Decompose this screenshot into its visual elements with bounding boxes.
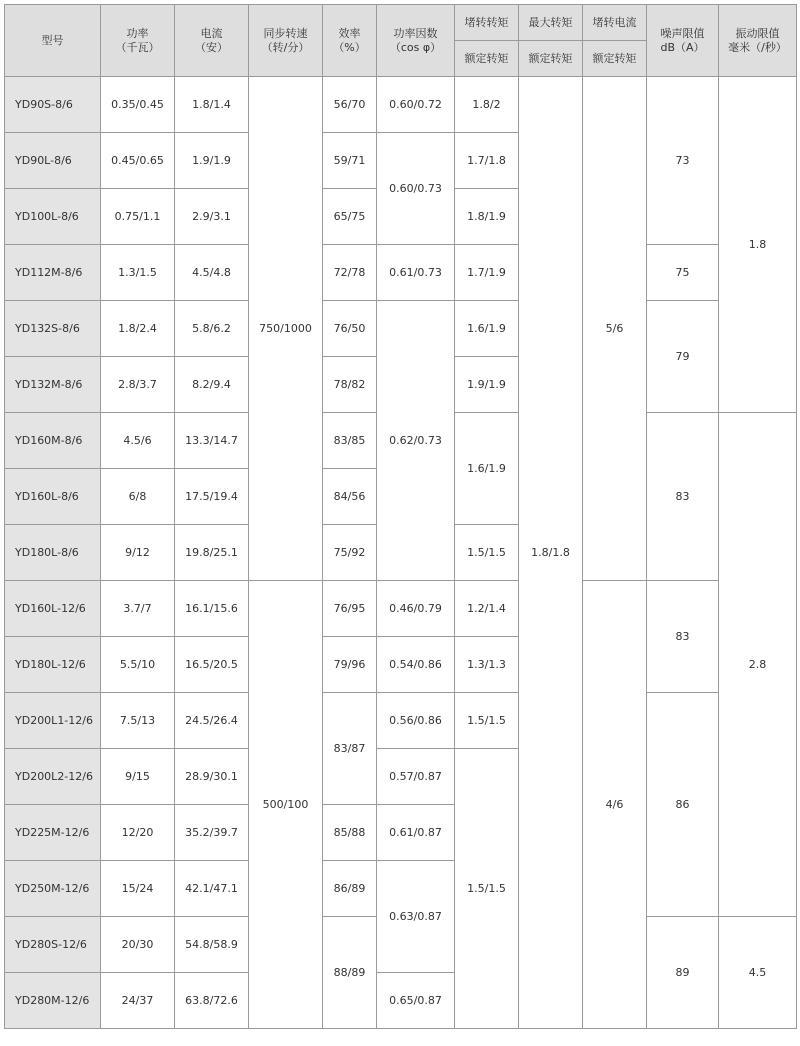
current-cell: 24.5/26.4 — [175, 693, 249, 749]
model-cell: YD180L-12/6 — [5, 637, 101, 693]
efficiency-cell: 75/92 — [323, 525, 377, 581]
header-rated-torque-1: 额定转矩 — [455, 41, 519, 77]
model-cell: YD90S-8/6 — [5, 77, 101, 133]
power-cell: 0.35/0.45 — [101, 77, 175, 133]
locked-torque-cell: 1.3/1.3 — [455, 637, 519, 693]
header-efficiency-label: 效率 — [338, 26, 361, 40]
locked-torque-cell: 1.2/1.4 — [455, 581, 519, 637]
power-factor-cell: 0.65/0.87 — [377, 973, 455, 1029]
noise-cell: 89 — [647, 917, 719, 1029]
model-cell: YD250M-12/6 — [5, 861, 101, 917]
current-cell: 5.8/6.2 — [175, 301, 249, 357]
efficiency-cell: 78/82 — [323, 357, 377, 413]
model-cell: YD225M-12/6 — [5, 805, 101, 861]
locked-torque-cell: 1.7/1.9 — [455, 245, 519, 301]
efficiency-cell: 76/50 — [323, 301, 377, 357]
table-row — [5, 693, 797, 749]
locked-torque-cell: 1.5/1.5 — [455, 749, 519, 1029]
current-cell: 1.9/1.9 — [175, 133, 249, 189]
header-noise-unit: dB（A） — [660, 40, 705, 54]
vibration-cell: 2.8 — [719, 413, 797, 917]
power-factor-cell: 0.46/0.79 — [377, 581, 455, 637]
header-vibration — [719, 5, 797, 77]
model-cell: YD200L1-12/6 — [5, 693, 101, 749]
max-torque-cell: 1.8/1.8 — [519, 77, 583, 1029]
noise-cell: 79 — [647, 301, 719, 413]
power-factor-cell: 0.60/0.73 — [377, 133, 455, 245]
efficiency-cell: 76/95 — [323, 581, 377, 637]
table-row — [5, 77, 797, 133]
efficiency-cell: 85/88 — [323, 805, 377, 861]
header-power-label: 功率 — [126, 26, 149, 40]
power-cell: 4.5/6 — [101, 413, 175, 469]
power-factor-cell: 0.61/0.87 — [377, 805, 455, 861]
power-factor-cell: 0.54/0.86 — [377, 637, 455, 693]
header-current-unit: （安） — [195, 40, 228, 54]
table-wrapper — [4, 4, 797, 1029]
efficiency-cell: 86/89 — [323, 861, 377, 917]
power-cell: 2.8/3.7 — [101, 357, 175, 413]
header-noise-label: 噪声限值 — [660, 26, 705, 40]
header-speed-label: 同步转速 — [263, 26, 308, 40]
current-cell: 13.3/14.7 — [175, 413, 249, 469]
current-cell: 1.8/1.4 — [175, 77, 249, 133]
current-cell: 28.9/30.1 — [175, 749, 249, 805]
table-row — [5, 581, 797, 637]
header-vibration-label: 振动限值 — [735, 26, 780, 40]
model-cell: YD160L-12/6 — [5, 581, 101, 637]
power-factor-cell: 0.62/0.73 — [377, 301, 455, 581]
power-factor-cell: 0.57/0.87 — [377, 749, 455, 805]
noise-cell: 86 — [647, 693, 719, 917]
model-cell: YD132M-8/6 — [5, 357, 101, 413]
motor-spec-table — [4, 4, 797, 1029]
locked-torque-cell: 1.6/1.9 — [455, 301, 519, 357]
model-cell: YD100L-8/6 — [5, 189, 101, 245]
power-cell: 24/37 — [101, 973, 175, 1029]
header-current-label: 电流 — [200, 26, 223, 40]
efficiency-cell: 65/75 — [323, 189, 377, 245]
power-cell: 1.8/2.4 — [101, 301, 175, 357]
speed-cell: 750/1000 — [249, 77, 323, 581]
power-cell: 15/24 — [101, 861, 175, 917]
power-cell: 3.7/7 — [101, 581, 175, 637]
header-max-torque: 最大转矩 — [519, 5, 583, 41]
model-cell: YD280M-12/6 — [5, 973, 101, 1029]
power-factor-cell: 0.56/0.86 — [377, 693, 455, 749]
header-rated-torque-2: 额定转矩 — [519, 41, 583, 77]
locked-torque-cell: 1.6/1.9 — [455, 413, 519, 525]
efficiency-cell: 84/56 — [323, 469, 377, 525]
current-cell: 17.5/19.4 — [175, 469, 249, 525]
efficiency-cell: 56/70 — [323, 77, 377, 133]
header-rated-torque-3: 额定转矩 — [583, 41, 647, 77]
current-cell: 63.8/72.6 — [175, 973, 249, 1029]
power-factor-cell: 0.60/0.72 — [377, 77, 455, 133]
power-factor-cell: 0.63/0.87 — [377, 861, 455, 973]
model-cell: YD200L2-12/6 — [5, 749, 101, 805]
efficiency-cell: 88/89 — [323, 917, 377, 1029]
current-cell: 2.9/3.1 — [175, 189, 249, 245]
locked-torque-cell: 1.7/1.8 — [455, 133, 519, 189]
current-cell: 4.5/4.8 — [175, 245, 249, 301]
locked-torque-cell: 1.8/2 — [455, 77, 519, 133]
noise-cell: 75 — [647, 245, 719, 301]
locked-torque-cell: 1.5/1.5 — [455, 525, 519, 581]
model-cell: YD280S-12/6 — [5, 917, 101, 973]
power-cell: 0.75/1.1 — [101, 189, 175, 245]
header-speed-unit: （转/分） — [261, 40, 310, 54]
power-cell: 9/15 — [101, 749, 175, 805]
header-current — [175, 5, 249, 77]
header-locked-torque: 堵转转矩 — [455, 5, 519, 41]
speed-cell: 500/100 — [249, 581, 323, 1029]
header-noise — [647, 5, 719, 77]
efficiency-cell: 59/71 — [323, 133, 377, 189]
locked-torque-cell: 1.5/1.5 — [455, 693, 519, 749]
current-cell: 35.2/39.7 — [175, 805, 249, 861]
power-factor-cell: 0.61/0.73 — [377, 245, 455, 301]
current-cell: 16.1/15.6 — [175, 581, 249, 637]
model-cell: YD90L-8/6 — [5, 133, 101, 189]
noise-cell: 83 — [647, 413, 719, 581]
current-cell: 19.8/25.1 — [175, 525, 249, 581]
current-cell: 16.5/20.5 — [175, 637, 249, 693]
header-speed — [249, 5, 323, 77]
vibration-cell: 4.5 — [719, 917, 797, 1029]
table-row — [5, 245, 797, 301]
header-efficiency-unit: （%） — [333, 40, 366, 54]
power-cell: 7.5/13 — [101, 693, 175, 749]
power-cell: 1.3/1.5 — [101, 245, 175, 301]
power-cell: 12/20 — [101, 805, 175, 861]
locked-torque-cell: 1.8/1.9 — [455, 189, 519, 245]
table-row — [5, 301, 797, 357]
model-cell: YD160M-8/6 — [5, 413, 101, 469]
efficiency-cell: 83/85 — [323, 413, 377, 469]
locked-current-cell: 4/6 — [583, 581, 647, 1029]
model-cell: YD132S-8/6 — [5, 301, 101, 357]
efficiency-cell: 83/87 — [323, 693, 377, 805]
current-cell: 42.1/47.1 — [175, 861, 249, 917]
power-cell: 9/12 — [101, 525, 175, 581]
header-vibration-unit: 毫米（/秒） — [728, 40, 787, 54]
locked-current-cell: 5/6 — [583, 77, 647, 581]
model-cell: YD160L-8/6 — [5, 469, 101, 525]
header-locked-current: 堵转电流 — [583, 5, 647, 41]
vibration-cell: 1.8 — [719, 77, 797, 413]
header-power — [101, 5, 175, 77]
header-efficiency — [323, 5, 377, 77]
header-power-factor-label: 功率因数 — [393, 26, 438, 40]
efficiency-cell: 79/96 — [323, 637, 377, 693]
power-cell: 0.45/0.65 — [101, 133, 175, 189]
efficiency-cell: 72/78 — [323, 245, 377, 301]
current-cell: 54.8/58.9 — [175, 917, 249, 973]
power-cell: 6/8 — [101, 469, 175, 525]
model-cell: YD112M-8/6 — [5, 245, 101, 301]
power-cell: 5.5/10 — [101, 637, 175, 693]
current-cell: 8.2/9.4 — [175, 357, 249, 413]
noise-cell: 73 — [647, 77, 719, 245]
model-cell: YD180L-8/6 — [5, 525, 101, 581]
power-cell: 20/30 — [101, 917, 175, 973]
header-power-unit: （千瓦） — [115, 40, 160, 54]
noise-cell: 83 — [647, 581, 719, 693]
header-power-factor — [377, 5, 455, 77]
locked-torque-cell: 1.9/1.9 — [455, 357, 519, 413]
header-model: 型号 — [5, 5, 101, 77]
header-power-factor-unit: （cos φ） — [389, 40, 442, 54]
